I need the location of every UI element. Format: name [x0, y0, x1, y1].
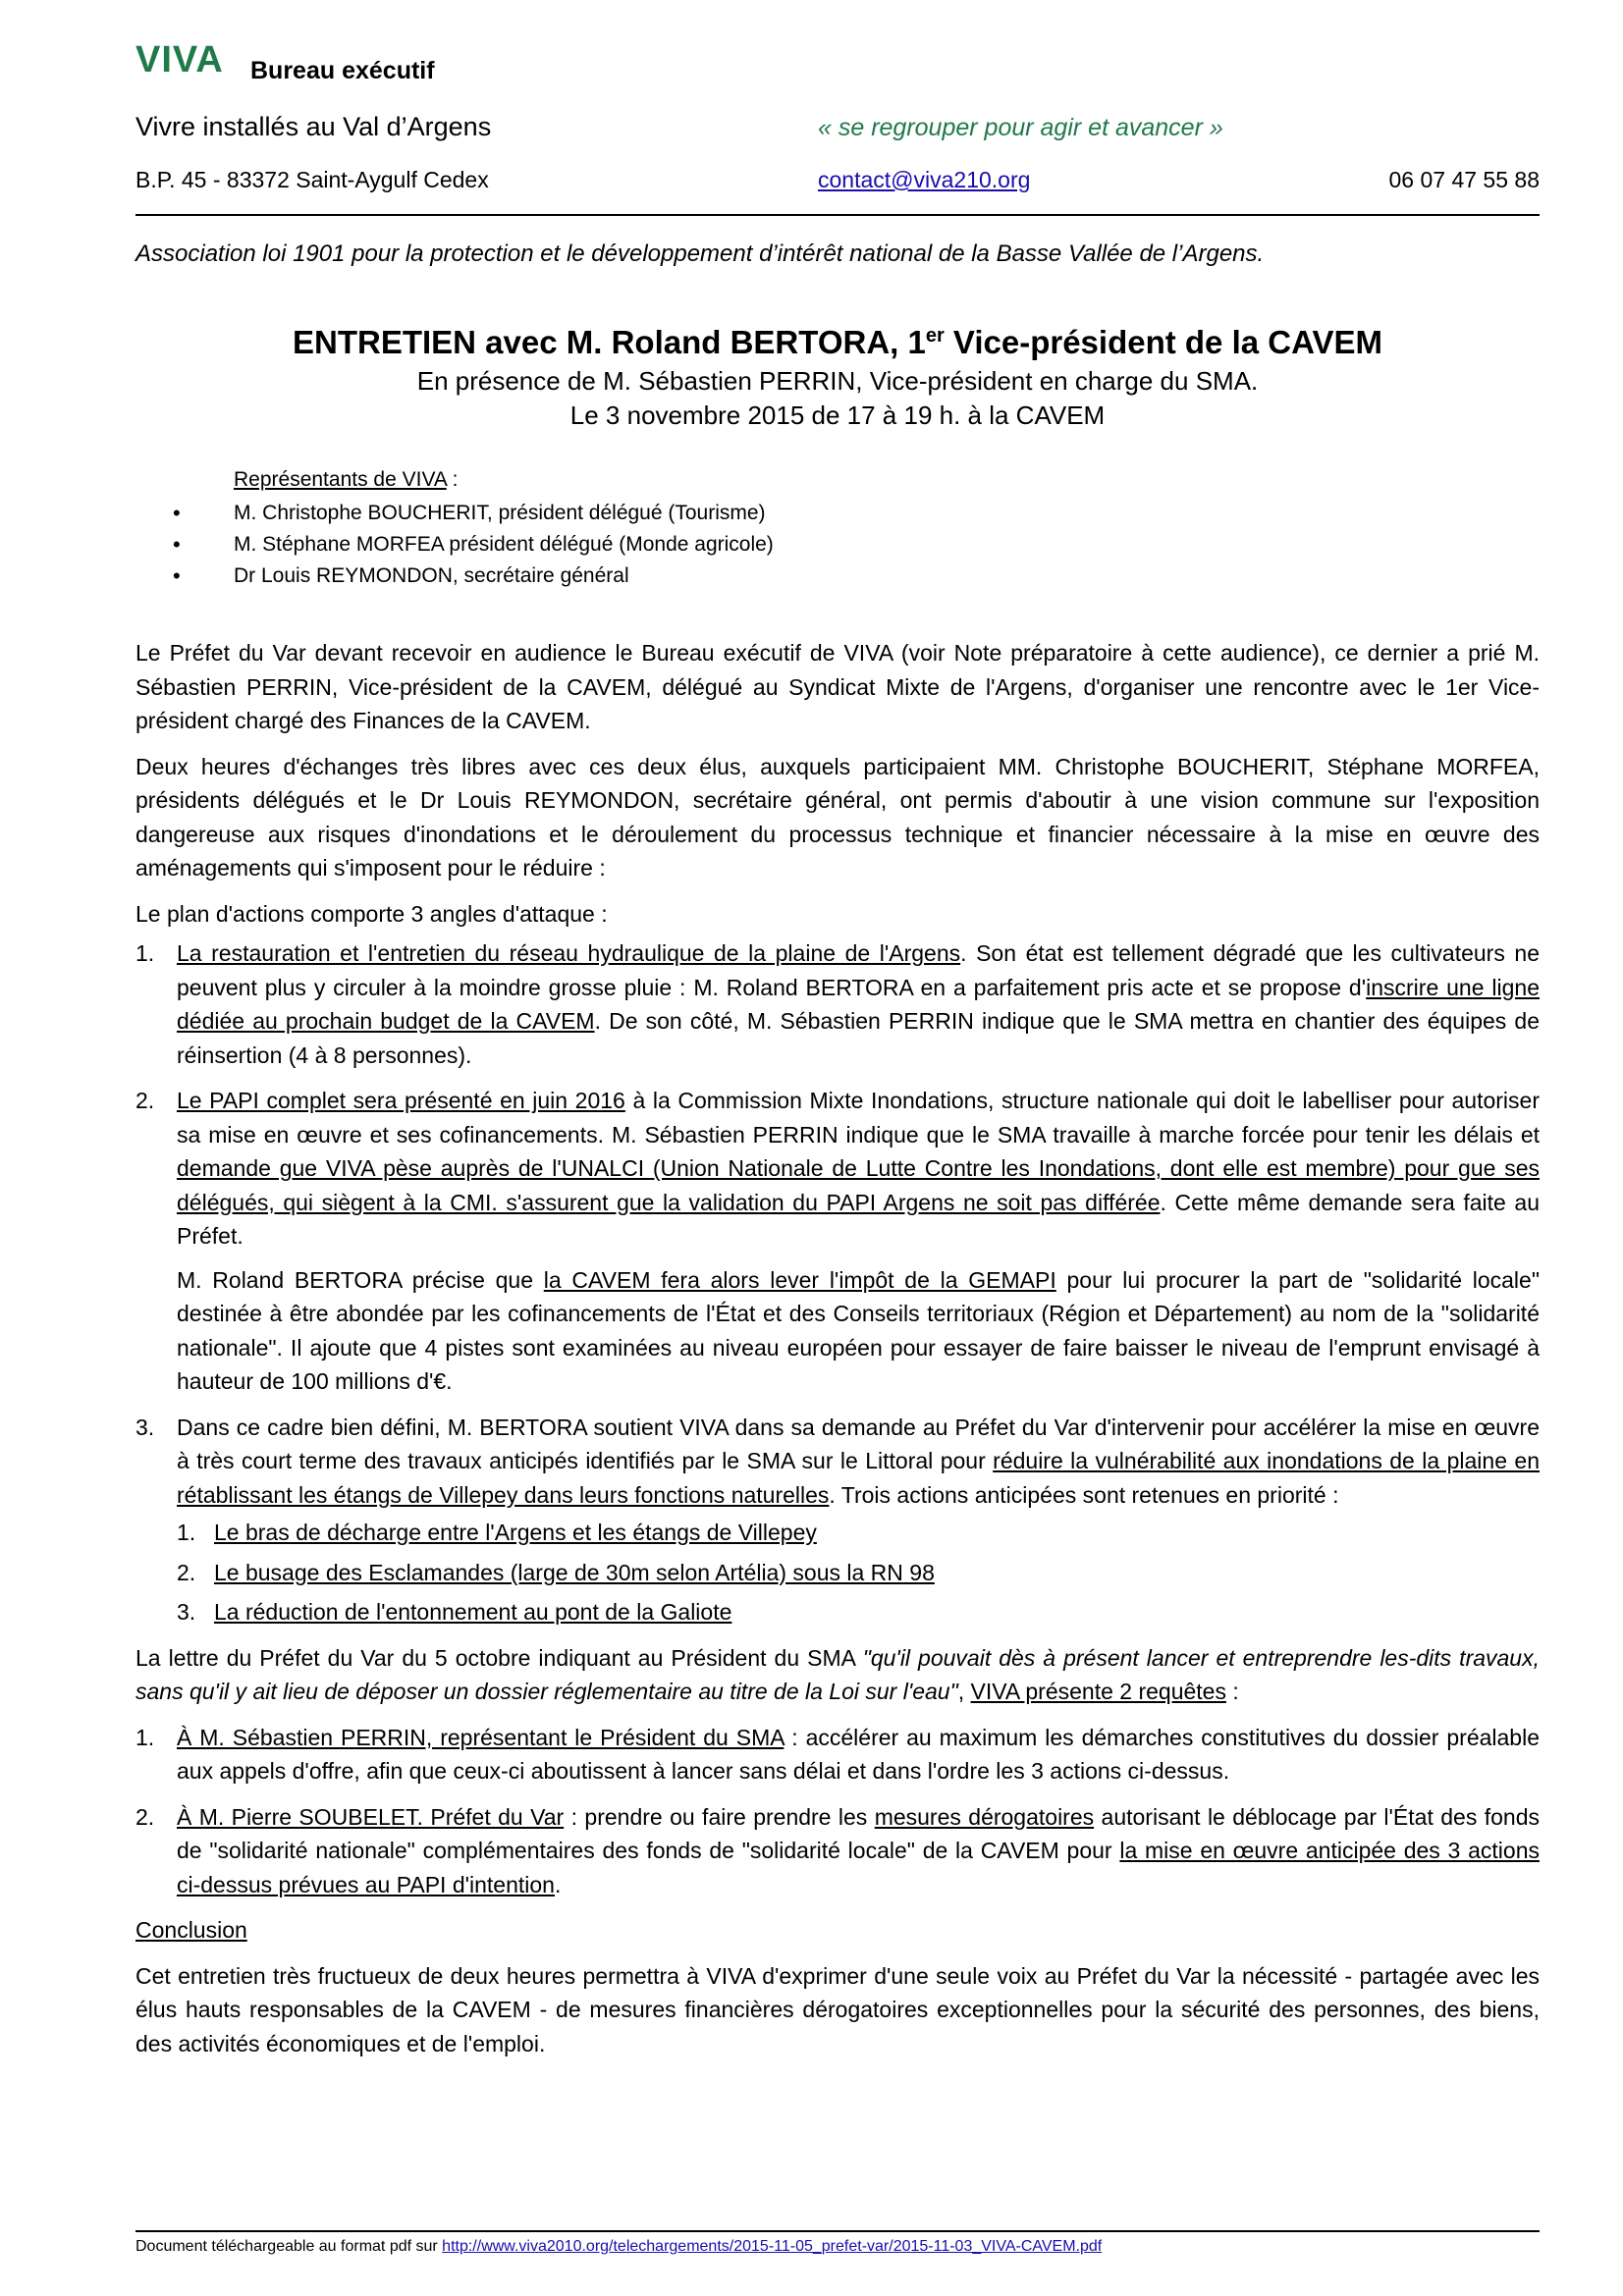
paragraph-conclusion: Cet entretien très fructueux de deux heures permettra à VIVA d'exprimer d'une seule voix au Préfet du Var la nécessité - partagée avec les élus hauts responsables de la CAVEM - de mesures financières dérogatoires exceptionnelles pour la sécurité des personnes, des biens, des activités économiques et de l'emploi.	[135, 1962, 1540, 2056]
title-superscript: er	[925, 325, 945, 347]
title-block	[135, 314, 1540, 433]
footer-text: Document téléchargeable au format pdf sur	[135, 2238, 443, 2255]
footer-download-link[interactable]: http://www.viva2010.org/telechargements/2015-11-05_prefet-var/2015-11-03_VIVA-CAVEM.pdf	[442, 2238, 1103, 2255]
email-link[interactable]: contact@viva210.org	[818, 167, 1031, 192]
phone-number: 06 07 47 55 88	[1388, 167, 1540, 192]
paragraph-action-plan: Le plan d'actions comporte 3 angles d'attaque :	[135, 900, 608, 927]
bullet-icon: •	[173, 532, 181, 557]
association-description: Association loi 1901 pour la protection et le développement d’intérêt national de la Basse Vallée de l’Argens.	[135, 240, 1265, 267]
title-subline-presence: En présence de M. Sébastien PERRIN, Vice-président en charge du SMA.	[416, 366, 1259, 396]
organization-name: Vivre installés au Val d’Argens	[135, 112, 492, 141]
list-item: 1. À M. Sébastien PERRIN, représentant le Président du SMA : accélérer au maximum les démarches constitutives du dossier préalable aux appels d'offre, afin que ceux-ci aboutissent à lancer sans délai et dans l'ordre les 3 actions ci-dessus.	[135, 1724, 1540, 1784]
bullet-icon: •	[173, 501, 181, 525]
list-item: • M. Christophe BOUCHERIT, président délégué (Tourisme)	[234, 498, 774, 529]
paragraph-gemapi: M. Roland BERTORA précise que la CAVEM fera alors lever l'impôt de la GEMAPI pour lui procurer la part de "solidarité locale" destinée à être abondée par les cofinancements de l'État et des Conseils territoriaux (Région et Département) au nom de la "solidarité nationale". Il ajoute que 4 pistes sont examinées au niveau européen pour essayer de faire baisser le niveau de l'emprunt envisagé à hauteur de 100 millions d'€.	[177, 1266, 1540, 1394]
action-plan-list	[135, 936, 1540, 1629]
priority-actions-list	[177, 1516, 1540, 1629]
paragraph-exchange: Deux heures d'échanges très libres avec ces deux élus, auxquels participaient MM. Christophe BOUCHERIT, Stéphane MORFEA, présidents délégués et le Dr Louis REYMONDON, secrétaire général, ont permis d'aboutir à une vision commune sur l'exposition dangereuse aux risques d'inondations et le déroulement du processus technique et financier nécessaire à la mise en œuvre des aménagements qui s'imposent pour le réduire :	[135, 753, 1540, 881]
list-item: 2. À M. Pierre SOUBELET. Préfet du Var : prendre ou faire prendre les mesures dérogatoires autorisant le déblocage par l'État des fonds de "solidarité nationale" complémentaires des fonds de "solidarité locale" de la CAVEM pour la mise en œuvre anticipée des 3 actions ci-dessus prévues au PAPI d'intention.	[135, 1803, 1540, 1897]
list-item: 2. Le PAPI complet sera présenté en juin 2016 à la Commission Mixte Inondations, structure nationale qui doit le labelliser pour autoriser sa mise en œuvre et ses cofinancements. M. Sébastien PERRIN indique que le SMA travaille à marche forcée pour tenir les délais et demande gue VIVA pèse auprès de l'UNALCI (Union Nationale de Lutte Contre les Inondations, dont elle est membre) pour gue ses délégués, qui siègent à la CMI. s'assurent gue la validation du PAPI Argens ne soit pas différée. Cette même demande sera faite au Préfet. M. Roland BERTORA précise que la CAVEM fera alors lever l'impôt de la GEMAPI pour lui procurer la part de "solidarité locale" destinée à être abondée par les cofinancements de l'État et des Conseils territoriaux (Région et Département) au nom de la "solidarité nationale". Il ajoute que 4 pistes sont examinées au niveau européen pour essayer de faire baisser le niveau de l'emprunt envisagé à hauteur de 100 millions d'€.	[135, 1084, 1540, 1399]
footer-divider	[135, 2230, 1540, 2232]
list-item: 3. Dans ce cadre bien défini, M. BERTORA soutient VIVA dans sa demande au Préfet du Var d'intervenir pour accélérer la mise en œuvre à très court terme des travaux anticipés identifiés par le SMA sur le Littoral pour réduire la vulnérabilité aux inondations de la plaine en rétablissant les étangs de Villepey dans leurs fonctions naturelles. Trois actions anticipées sont retenues en priorité : 1. Le bras de décharge entre l'Argens et les étangs de Villepey 2. Le busage des Esclamandes (large de 30m selon Artélia) sous la RN 98 3. La réduction de l'entonnement au pont de la Galiote	[135, 1411, 1540, 1629]
representatives-label: Représentants de VIVA :	[234, 468, 459, 491]
paragraph-intro: Le Préfet du Var devant recevoir en audience le Bureau exécutif de VIVA (voir Note préparatoire à cette audience), ce dernier a prié M. Sébastien PERRIN, Vice-président de la CAVEM, délégué au Syndicat Mixte de l'Argens, d'organiser une rencontre avec le 1er Vice-président chargé des Finances de la CAVEM.	[135, 640, 1540, 733]
brand-subtitle: Bureau exécutif	[250, 57, 435, 84]
list-item: 1. Le bras de décharge entre l'Argens et les étangs de Villepey	[177, 1520, 817, 1545]
bullet-icon: •	[173, 563, 181, 588]
document-title	[135, 314, 1540, 364]
list-item: 3. La réduction de l'entonnement au pont de la Galiote	[177, 1599, 732, 1625]
header-divider	[135, 214, 1540, 216]
list-item: 1. La restauration et l'entretien du réseau hydraulique de la plaine de l'Argens. Son état est tellement dégradé que les cultivateurs ne peuvent plus y circuler à la moindre grosse pluie : M. Roland BERTORA en a parfaitement pris acte et se propose d'inscrire une ligne dédiée au prochain budget de la CAVEM. De son côté, M. Sébastien PERRIN indique que le SMA mettra en chantier des équipes de réinsertion (4 à 8 personnes).	[135, 940, 1540, 1068]
title-text: ENTRETIEN avec M. Roland BERTORA, 1	[293, 324, 926, 360]
list-item: • Dr Louis REYMONDON, secrétaire général	[234, 561, 774, 592]
title-text-end: Vice-président de la CAVEM	[944, 324, 1382, 360]
list-item: • M. Stéphane MORFEA président délégué (Monde agricole)	[234, 529, 774, 561]
footer	[135, 2238, 1102, 2256]
paragraph-prefet-letter: La lettre du Préfet du Var du 5 octobre indiquant au Président du SMA "qu'il pouvait dès à présent lancer et entreprendre les-dits travaux, sans qu'il y ait lieu de déposer un dossier réglementaire au titre de la Loi sur l'eau", VIVA présente 2 requêtes :	[135, 1644, 1540, 1704]
list-item: 2. Le busage des Esclamandes (large de 30m selon Artélia) sous la RN 98	[177, 1559, 935, 1585]
slogan: « se regrouper pour agir et avancer »	[818, 114, 1223, 141]
postal-address: B.P. 45 - 83372 Saint-Aygulf Cedex	[135, 167, 489, 192]
title-subline-date: Le 3 novembre 2015 de 17 à 19 h. à la CAVEM	[569, 400, 1106, 430]
brand-logo: VIVA	[135, 39, 224, 80]
representatives-section	[173, 468, 774, 592]
conclusion-heading: Conclusion	[135, 1917, 247, 1943]
requests-list	[135, 1721, 1540, 1902]
document-body	[135, 636, 1540, 2072]
